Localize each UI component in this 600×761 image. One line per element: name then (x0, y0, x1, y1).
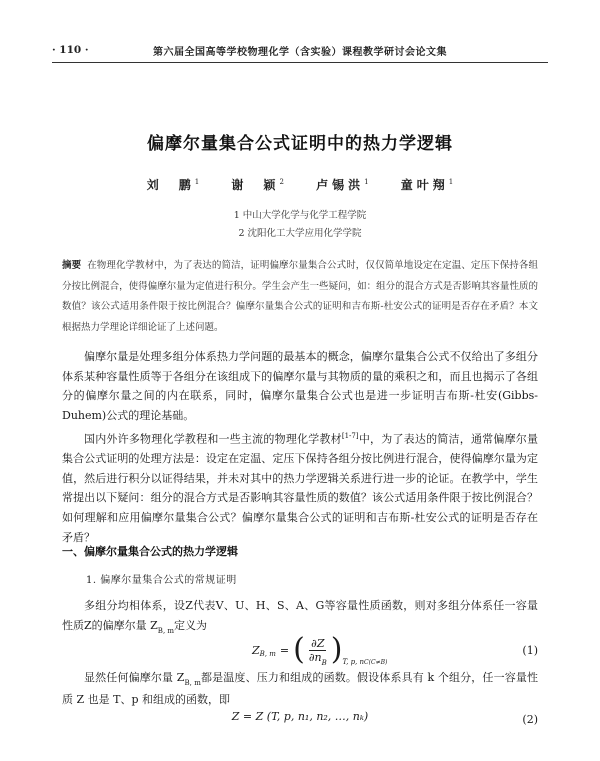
equation-2 (62, 710, 538, 728)
author (147, 178, 199, 192)
author-affil-mark: 2 (279, 178, 284, 186)
running-header (52, 40, 548, 60)
author-list (52, 176, 548, 193)
affiliation-1: 1 中山大学化学与化学工程学院 (233, 210, 367, 221)
affiliation-2: 2 沈阳化工大学应用化学学院 (238, 228, 362, 239)
body-paragraph-2 (62, 427, 538, 547)
author-name: 谢 颖 (231, 178, 280, 192)
subscript: B, m (157, 626, 175, 635)
eq-paren-right: ) (330, 632, 343, 667)
equation-2-body: Z = Z (T, p, n₁, n₂, …, nₖ) (231, 710, 369, 723)
paragraph-text: 显然任何偏摩尔量 Z (84, 671, 185, 684)
abstract (62, 256, 538, 338)
subsection-heading: 1. 偏摩尔量集合公式的常规证明 (86, 575, 237, 586)
author (316, 178, 368, 192)
intro-paragraph: 偏摩尔量是处理多组分体系热力学问题的最基本的概念，偏摩尔量集合公式不仅给出了多组分体系某种容量性质等于各组分在该组成下的偏摩尔量与其物质的量的乘积之和，而且也揭示了各组分的偏摩尔量之间的内在联系，同时，偏摩尔量集合公式也是进一步证明吉布斯-杜安(Gibbs-Duhem)公式的理论基础。 (62, 350, 538, 422)
paragraph-text: 国内外许多物理化学教程和一些主流的物理化学教材 (84, 432, 342, 446)
citation: [1-7] (341, 432, 359, 440)
author-name: 卢锡洪 (316, 178, 365, 192)
journal-title: 第六届全国高等学校物理化学（含实验）课程教学研讨会论文集 (153, 46, 447, 58)
equation-1 (62, 632, 538, 668)
eq-conditions: T, p, nC(C≠B) (342, 658, 388, 666)
section-heading: 一、偏摩尔量集合公式的热力学逻辑 (62, 545, 238, 558)
paper-title: 偏摩尔量集合公式证明中的热力学逻辑 (147, 134, 453, 154)
subscript: B, m (184, 679, 201, 687)
eq-lhs: Z (252, 643, 260, 657)
author-affil-mark: 1 (194, 178, 200, 186)
equation-1-body (252, 632, 387, 668)
paragraph-text: 都是温度、压力和组成的函数。假设体系具有 k 个组分，任一容量性质 Z 也是 T、p 和组成的函数，即 (62, 671, 539, 706)
author-name: 刘 鹏 (146, 178, 195, 192)
eq-numerator: ∂Z (311, 636, 325, 650)
paragraph-text: 中，为了表达的简洁，通常偏摩尔量集合公式证明的处理方法是：设定在定温、定压下保持各组分按比例进行混合，使得偏摩尔量为定值，然后进行积分以证得结果，并未对其中的热力学逻辑关系进行进一步的论证。在教学中，学生常提出以下疑问：组分的混合方式是否影响其容量性质的数值？该公式适用条件限于按比例混合？如何理解和应用偏摩尔量集合公式？偏摩尔量集合公式的证明和吉布斯-杜安公式的证明是否存在矛盾？ (62, 432, 538, 544)
paragraph-text: 多组分均相体系，设Z代表V、U、H、S、A、G等容量性质函数，则对多组分体系任一容量性质Z的偏摩尔量 Z (62, 599, 538, 632)
author-affil-mark: 1 (364, 178, 369, 186)
page-number: · 110 · (52, 44, 89, 56)
body-paragraph-3 (62, 596, 538, 637)
paragraph-text: 定义为 (174, 618, 208, 632)
equation-1-number: (1) (522, 643, 538, 657)
author (231, 178, 283, 192)
eq-fraction (307, 636, 329, 667)
author (401, 178, 453, 192)
eq-denominator: $\partial n_B$ (308, 650, 327, 667)
author-affil-mark: 1 (448, 178, 454, 186)
body-paragraph-4 (62, 668, 538, 709)
eq-equals: = (279, 643, 290, 657)
eq-lhs-sub: B, m (259, 650, 276, 658)
header-rule (52, 62, 548, 63)
eq-paren-left: ( (293, 632, 305, 667)
abstract-text: 在物理化学教材中，为了表达的简洁，证明偏摩尔量集合公式时，仅仅简单地设定在定温、定压下保持各组分按比例混合，使得偏摩尔量为定值进行积分。学生会产生一些疑问，如：组分的混合方式是否影响其容量性质的数值？该公式适用条件限于按比例混合？偏摩尔量集合公式的证明和吉布斯-杜安公式的证明是否存在矛盾？本文根据热力学理论详细论证了上述问题。 (62, 260, 538, 333)
equation-2-number: (2) (522, 712, 538, 726)
author-name: 童叶翔 (400, 178, 449, 192)
abstract-label: 摘要 (62, 260, 82, 271)
